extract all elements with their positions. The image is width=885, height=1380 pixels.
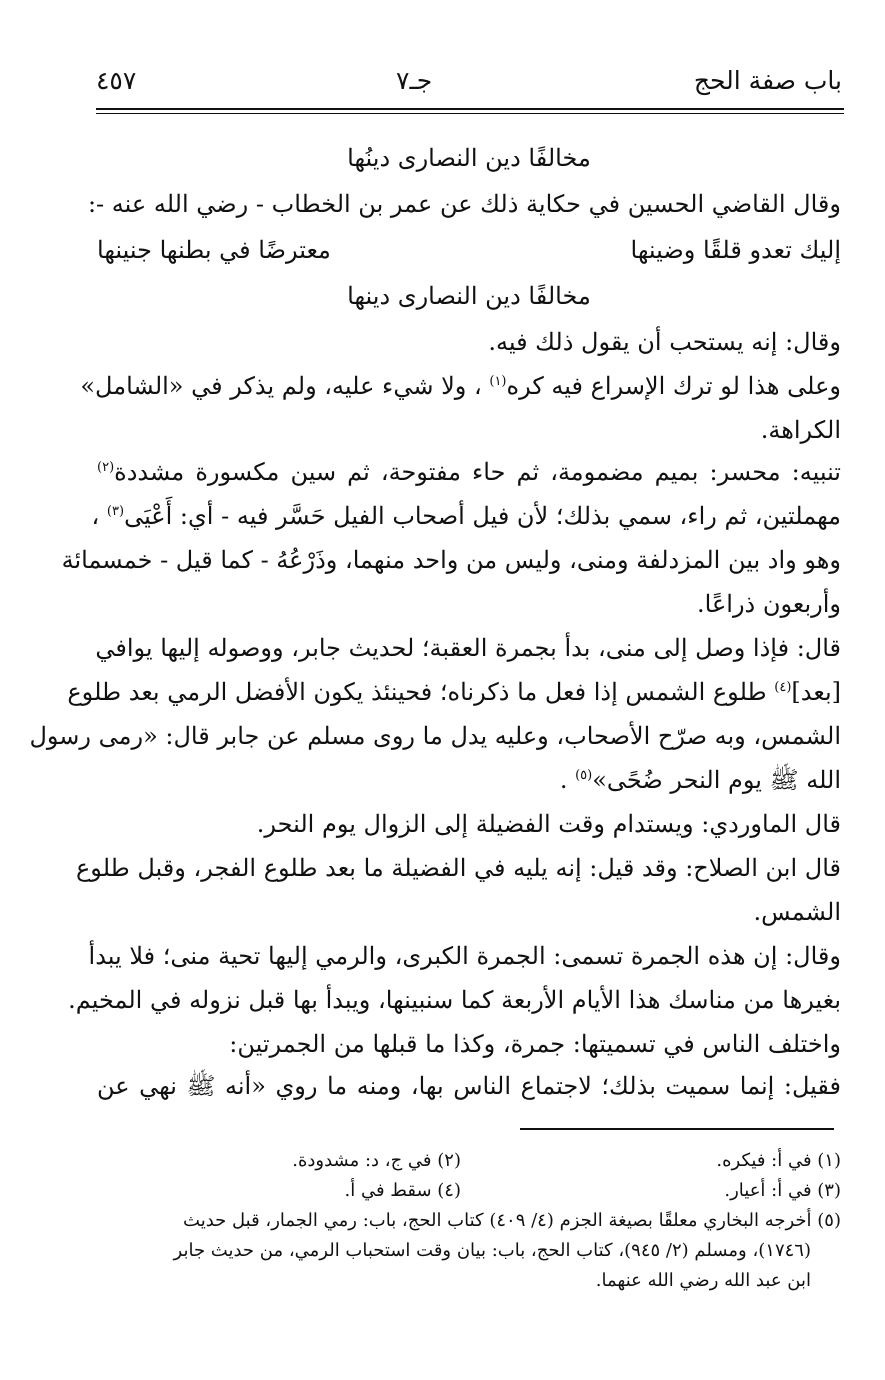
text-line	[67, 672, 841, 712]
verse-couplet	[97, 230, 841, 270]
text-line: قال الماوردي: ويستدام وقت الفضيلة إلى الزوال يوم النحر.	[256, 810, 841, 838]
footnote-5: (٥) أخرجه البخاري معلقًا بصيغة الجزم (٤/ ٤٠٩) كتاب الحج، باب: رمي الجمار، قبل حديث	[183, 1210, 841, 1231]
text-line	[97, 452, 841, 492]
page-number: ٤٥٧	[96, 66, 137, 95]
footnote-4: (٤) سقط في أ.	[344, 1180, 461, 1201]
footnote-ref: (٤)	[774, 680, 792, 695]
header-rule	[96, 108, 844, 110]
footnote-separator	[520, 1128, 834, 1130]
footnote-ref: (٥)	[575, 768, 593, 783]
verse-line: مخالفًا دين النصارى دينُها	[347, 144, 591, 172]
text-line: قال: فإذا وصل إلى منى، بدأ بجمرة العقبة؛ لحديث جابر، ووصوله إليها يوافي	[95, 634, 841, 662]
text-line: الكراهة.	[760, 416, 841, 444]
text-line: الشمس، وبه صرّح الأصحاب، وعليه يدل ما روى مسلم عن جابر قال: «رمى رسول	[29, 722, 841, 750]
text-segment: ،	[91, 502, 100, 530]
footnote-2: (٢) في ج، د: مشدودة.	[292, 1150, 461, 1171]
verse-hemistich-right: إليك تعدو قلقًا وضينها	[630, 236, 841, 264]
running-header	[96, 66, 842, 106]
footnote-ref: (١)	[489, 374, 507, 389]
text-line	[91, 496, 841, 536]
text-line: قال ابن الصلاح: وقد قيل: إنه يليه في الفضيلة ما بعد طلوع الفجر، وقبل طلوع	[75, 854, 841, 882]
text-line: بغيرها من مناسك هذا الأيام الأربعة كما سنبينها، ويبدأ بها قبل نزوله في المخيم.	[68, 986, 841, 1014]
footnote-5-cont: ابن عبد الله رضي الله عنهما.	[595, 1270, 811, 1291]
chapter-title: باب صفة الحج	[693, 66, 842, 95]
text-line: وقال: إنه يستحب أن يقول ذلك فيه.	[488, 328, 841, 356]
text-segment: الله ﷺ يوم النحر ضُحًى»	[592, 766, 841, 794]
footnote-ref: (٢)	[97, 460, 115, 475]
text-segment: طلوع الشمس إذا فعل ما ذكرناه؛ فحينئذ يكون الأفضل الرمي بعد طلوع	[67, 678, 767, 706]
footnote-5-cont: (١٧٤٦)، ومسلم (٢/ ٩٤٥)، كتاب الحج، باب: بيان وقت استحباب الرمي، من حديث جابر	[173, 1240, 811, 1261]
text-segment: ، ولا شيء عليه، ولم يذكر في «الشامل»	[80, 372, 482, 400]
text-line: واختلف الناس في تسميتها: جمرة، وكذا ما قبلها من الجمرتين:	[229, 1030, 841, 1058]
text-line	[80, 366, 841, 406]
text-line: وهو واد بين المزدلفة ومنى، وليس من واحد منهما، وذَرْعُهُ - كما قيل - خمسمائة	[61, 546, 841, 574]
text-line	[97, 760, 841, 800]
text-segment: .	[559, 766, 568, 794]
volume-label: جـ٧	[396, 66, 433, 95]
text-line: وقال: إن هذه الجمرة تسمى: الجمرة الكبرى، والرمي إليها تحية منى؛ فلا يبدأ	[88, 942, 841, 970]
footnote-ref: (٣)	[106, 504, 125, 519]
text-segment: وعلى هذا لو ترك الإسراع فيه كره	[506, 372, 841, 400]
text-line: الشمس.	[753, 898, 841, 926]
text-segment: مهملتين، ثم راء، سمي بذلك؛ لأن فيل أصحاب الفيل حَسَّر فيه - أي: أَعْيَى	[124, 502, 841, 530]
verse-hemistich-left: معترضًا في بطنها جنينها	[97, 236, 331, 264]
header-rule-thin	[96, 113, 844, 114]
text-line: فقيل: إنما سميت بذلك؛ لاجتماع الناس بها، ومنه ما روي «أنه ﷺ نهي عن	[97, 1072, 841, 1100]
footnote-3: (٣) في أ: أعيار.	[724, 1180, 841, 1201]
text-line: وقال القاضي الحسين في حكاية ذلك عن عمر بن الخطاب - رضي الله عنه -:	[87, 190, 841, 218]
verse-line: مخالفًا دين النصارى دينها	[347, 282, 591, 310]
footnote-1: (١) في أ: فيكره.	[716, 1150, 841, 1171]
text-segment: [بعد]	[791, 678, 841, 706]
text-line: وأربعون ذراعًا.	[697, 590, 841, 618]
text-segment: تنبيه: محسر: بميم مضمومة، ثم حاء مفتوحة، ثم سين مكسورة مشددة	[114, 458, 841, 486]
